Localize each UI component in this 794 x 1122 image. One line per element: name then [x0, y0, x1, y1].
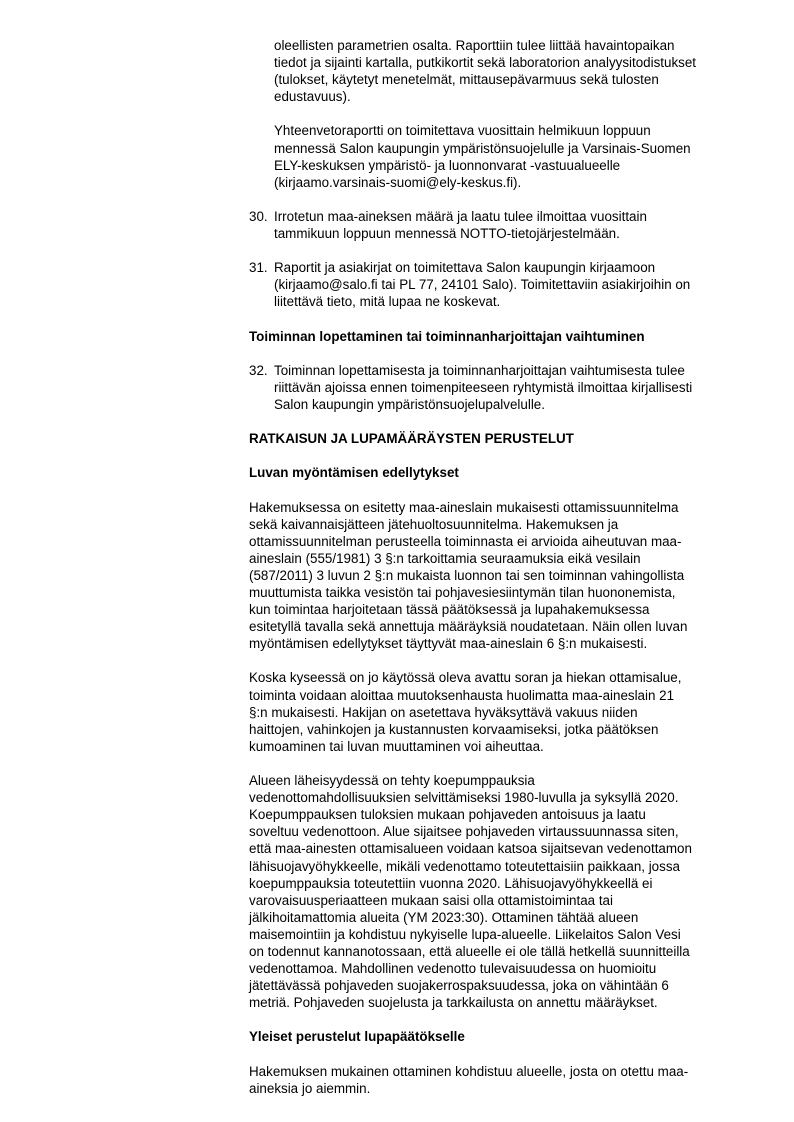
- text-line: maisemointiin ja kohdistuu nykyiselle lupa-alueelle. Liikelaitos Salon Vesi: [249, 926, 681, 942]
- text-line: Koepumppauksen tuloksien mukaan pohjaveden antoisuus ja laatu: [249, 807, 646, 823]
- text-line: sekä kaivannaisjätteen jätehuoltosuunnitelma. Hakemuksen ja: [249, 516, 619, 532]
- text-line: edustavuus).: [274, 89, 351, 105]
- paragraph-existing-site: [249, 669, 744, 754]
- text-line: aineslain (555/1981) 3 §:n tarkoittamia seuraamuksia eikä vesilain: [249, 550, 641, 566]
- item-number: 32.: [249, 362, 268, 378]
- paragraph-test-pumping: [249, 772, 744, 1011]
- text-line: ELY-keskuksen ympäristö- ja luonnonvarat -vastuualueelle: [274, 157, 621, 173]
- text-line: mennessä Salon kaupungin ympäristönsuojelulle ja Varsinais-Suomen: [274, 140, 691, 156]
- text-line: myöntämisen edellytykset täyttyvät maa-aineslain 6 §:n mukaisesti.: [249, 636, 648, 652]
- text-line: Salon kaupungin ympäristönsuojelupalvelulle.: [274, 396, 545, 412]
- text-line: oleellisten parametrien osalta. Raporttiin tulee liittää havaintopaikan: [274, 38, 675, 53]
- item-number: 31.: [249, 260, 268, 276]
- heading-justifications: RATKAISUN JA LUPAMÄÄRÄYSTEN PERUSTELUT: [249, 431, 574, 447]
- text-line: koepumppauksia toteutettiin vuonna 2020. Lähisuojavyöhykkeellä ei: [249, 875, 653, 891]
- document-page: [249, 37, 744, 1097]
- heading-termination: Toiminnan lopettaminen tai toiminnanharjoittajan vaihtuminen: [249, 328, 645, 344]
- text-line: metriä. Pohjaveden suojelusta ja tarkkailusta on annettu määräykset.: [249, 995, 658, 1011]
- text-line: jätettävässä pohjaveden suojakerrospaksuudessa, joka on vähintään 6: [249, 978, 669, 994]
- item-number: 30.: [249, 208, 268, 224]
- text-line: (tulokset, käytetyt menetelmät, mittausepävarmuus sekä tulosten: [274, 72, 659, 88]
- text-line: ottamissuunnitelman perusteella toiminnasta ei arvioida aiheutuvan maa-: [249, 533, 682, 549]
- text-line: vedenottamoa. Mahdollinen vedenotto tulevaisuudessa on huomioitu: [249, 961, 657, 977]
- text-line: liitettävä tieto, mitä lupaa ne koskevat.: [274, 294, 501, 310]
- text-line: kumoaminen tai luvan muuttaminen voi aiheuttaa.: [249, 738, 544, 754]
- paragraph-summary-report: [249, 122, 744, 190]
- text-line: Yhteenvetoraportti on toimitettava vuosittain helmikuun loppuun: [274, 123, 651, 139]
- paragraph-reporting-continuation: [249, 37, 744, 105]
- text-line: on todennut kannanotossaan, että alueelle ei ole tällä hetkellä suunnitteilla: [249, 943, 690, 959]
- text-line: lähisuojavyöhykkeelle, mikäli vedenottamo toteutettaisiin paikkaan, jossa: [249, 858, 680, 874]
- numbered-item-30: [249, 208, 744, 242]
- text-line: (kirjaamo@salo.fi tai PL 77, 24101 Salo). Toimitettaviin asiakirjoihin on: [274, 277, 691, 293]
- text-line: (587/2011) 3 luvun 2 §:n mukaista luonnon tai sen toiminnan vahingollista: [249, 567, 685, 583]
- heading-general-justifications: Yleiset perustelut lupapäätökselle: [249, 1029, 465, 1045]
- text-line: Toiminnan lopettamisesta ja toiminnanharjoittajan vaihtumisesta tulee: [274, 362, 685, 378]
- text-line: esitetyllä tavalla sekä annettuja määräyksiä noudatetaan. Näin ollen luvan: [249, 619, 688, 635]
- text-line: (kirjaamo.varsinais-suomi@ely-keskus.fi).: [274, 174, 522, 190]
- text-line: vedenottomahdollisuuksien selvittämiseksi 1980-luvulla ja syksyllä 2020.: [249, 790, 679, 806]
- text-line: Alueen läheisyydessä on tehty koepumppauksia: [249, 773, 535, 789]
- text-line: kun toimintaa harjoitetaan tässä päätöksessä ja lupahakemuksessa: [249, 602, 650, 618]
- text-line: Hakemuksen mukainen ottaminen kohdistuu alueelle, josta on otettu maa-: [249, 1063, 689, 1079]
- text-line: muuttumista taikka vesistön tai pohjavesiesiintymän tilan huononemista,: [249, 585, 676, 600]
- text-line: Irrotetun maa-aineksen määrä ja laatu tulee ilmoittaa vuosittain: [274, 208, 647, 224]
- text-line: tiedot ja sijainti kartalla, putkikortit sekä laboratorion analyysitodistukset: [274, 55, 697, 71]
- text-line: Hakemuksessa on esitetty maa-aineslain mukaisesti ottamissuunnitelma: [249, 499, 679, 515]
- text-line: §:n mukaisesti. Hakijan on asetettava hyväksyttävä vakuus niiden: [249, 704, 638, 720]
- text-line: riittävän ajoissa ennen toimenpiteeseen ryhtymistä ilmoittaa kirjallisesti: [274, 379, 693, 395]
- paragraph-application: [249, 499, 744, 653]
- text-line: tammikuun loppuun mennessä NOTTO-tietojärjestelmään.: [274, 226, 620, 242]
- text-line: jälkihoitamattomia alueita (YM 2023:30). Ottaminen tähtää alueen: [249, 909, 639, 925]
- paragraph-previous-extraction: [249, 1063, 744, 1097]
- numbered-item-31: [249, 259, 744, 310]
- text-line: soveltuu vedenottoon. Alue sijaitsee pohjaveden virtaussuunnassa siten,: [249, 824, 679, 840]
- text-line: varovaisuusperiaatteen mukaan saisi olla ottamistoimintaa tai: [249, 892, 613, 908]
- text-line: Raportit ja asiakirjat on toimitettava Salon kaupungin kirjaamoon: [274, 260, 656, 276]
- text-line: haittojen, vahinkojen ja kustannusten korvaamiseksi, jotka päätöksen: [249, 721, 659, 737]
- text-line: että maa-ainesten ottamisalueen voidaan katsoa sijaitsevan vedenottamon: [249, 841, 692, 857]
- text-line: aineksia jo aiemmin.: [249, 1080, 371, 1096]
- heading-permit-conditions: Luvan myöntämisen edellytykset: [249, 465, 459, 481]
- text-line: Koska kyseessä on jo käytössä oleva avattu soran ja hiekan ottamisalue,: [249, 670, 682, 686]
- text-line: toiminta voidaan aloittaa muutoksenhausta huolimatta maa-aineslain 21: [249, 687, 675, 703]
- numbered-item-32: [249, 362, 744, 413]
